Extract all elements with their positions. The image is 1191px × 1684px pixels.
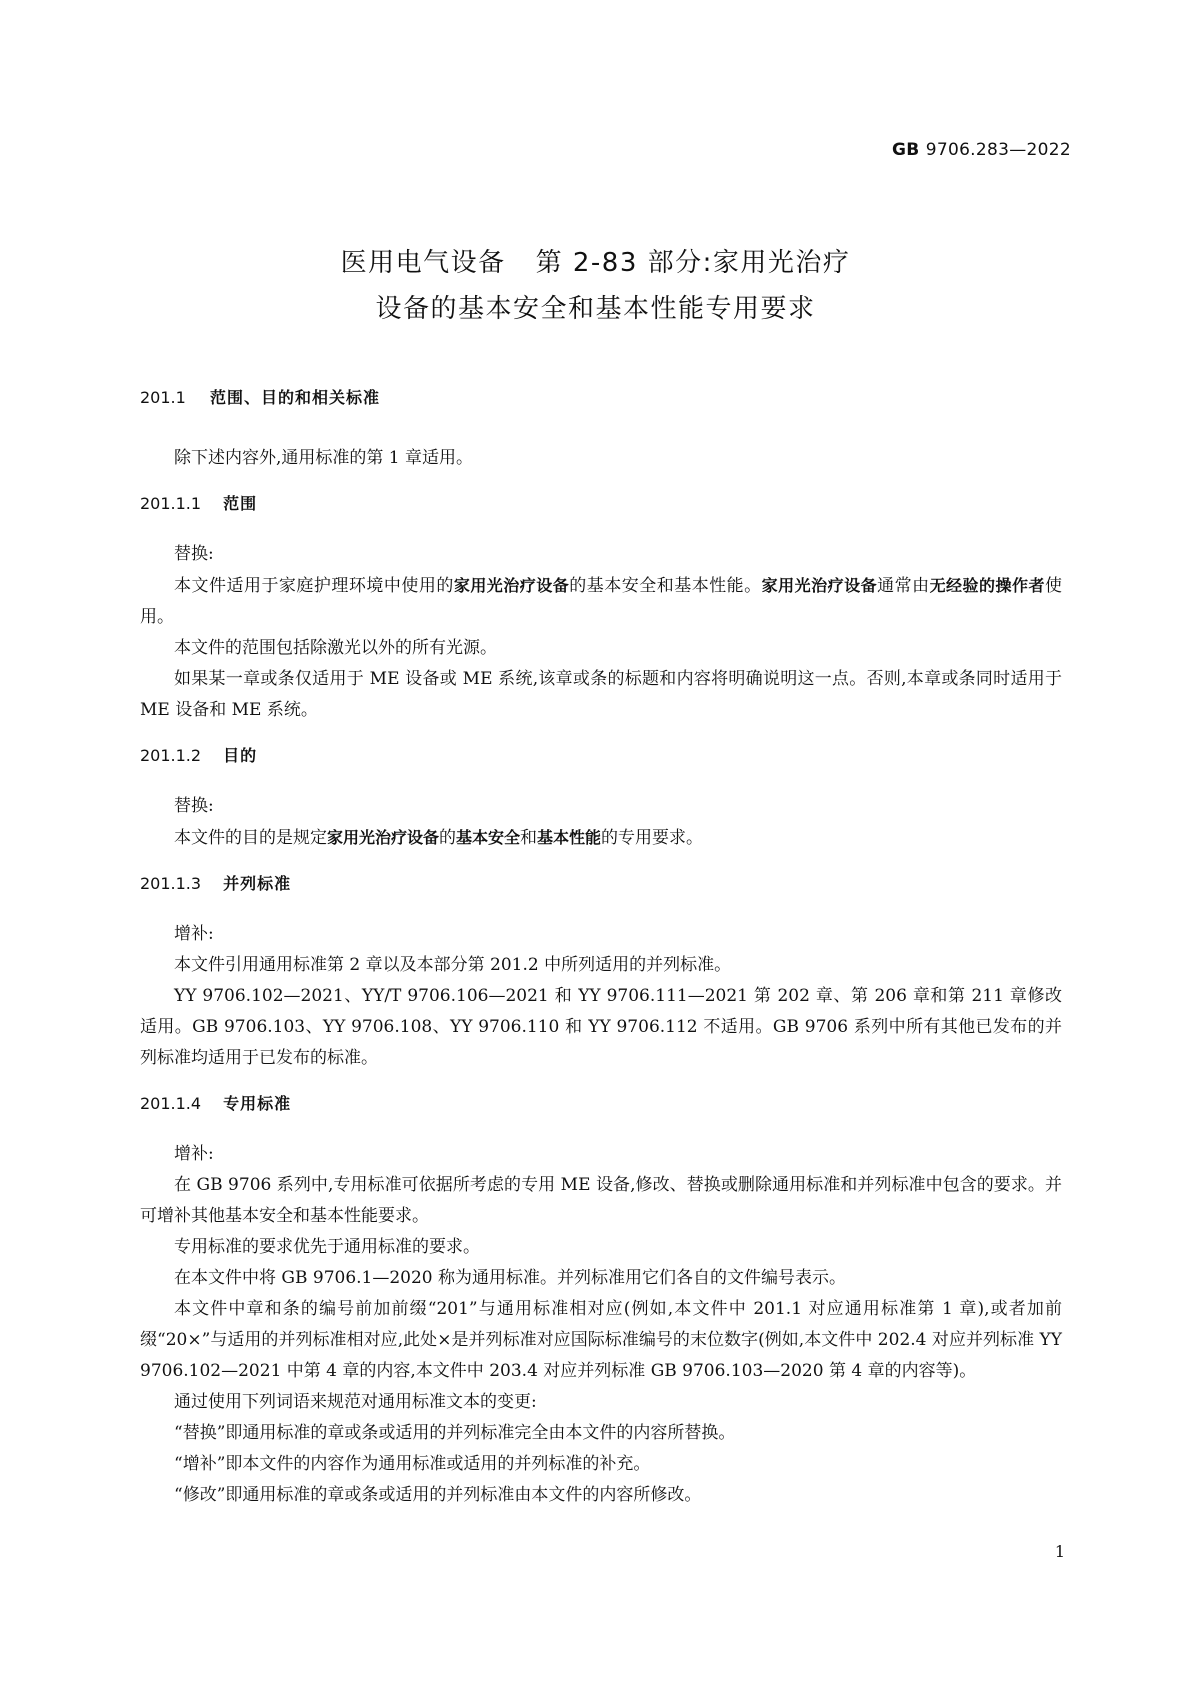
paragraph: “增补”即本文件的内容作为通用标准或适用的并列标准的补充。 [174,1454,651,1474]
term-home-light-therapy-equipment: 家用光治疗设备 [761,576,878,595]
section-heading-201-1-2 [140,740,1062,771]
text-run: 通常由 [877,576,930,596]
title-line-1-part-b: 第 2-83 部分:家用光治疗 [535,248,851,278]
section-number: 201.1.2 [140,746,202,765]
paragraph: 本文件的范围包括除激光以外的所有光源。 [174,638,497,658]
text-run: 本文件适用于家庭护理环境中使用的 [174,576,454,596]
page-number: 1 [1054,1542,1065,1561]
section-number: 201.1.3 [140,874,202,893]
section-title: 范围、目的和相关标准 [210,388,381,407]
section-heading-201-1-3 [140,868,1062,899]
document-title [0,240,1191,332]
term-essential-performance: 基本性能 [537,828,602,847]
section-number: 201.1.1 [140,494,202,513]
text-run: 本文件的目的是规定 [174,828,327,848]
paragraph: 在本文件中将 GB 9706.1—2020 称为通用标准。并列标准用它们各自的文件编号表示。 [174,1268,847,1288]
term-lay-operator: 无经验的操作者 [929,576,1045,595]
standard-number: 9706.283—2022 [925,140,1071,160]
section-heading-201-1 [140,382,1062,413]
term-basic-safety: 基本安全 [456,828,521,847]
paragraph-object [140,822,1062,854]
section-heading-201-1-1 [140,488,1062,519]
title-line-1 [0,240,1191,286]
standard-code [892,140,1071,160]
paragraph: 专用标准的要求优先于通用标准的要求。 [174,1237,480,1257]
paragraph: 本文件引用通用标准第 2 章以及本部分第 201.2 中所列适用的并列标准。 [174,955,732,975]
term-home-light-therapy-equipment: 家用光治疗设备 [327,828,440,847]
paragraph-addition-label: 增补: [174,1144,214,1164]
standard-prefix: GB [891,140,920,160]
document-body [140,382,1062,1511]
paragraph: “替换”即通用标准的章或条或适用的并列标准完全由本文件的内容所替换。 [174,1423,736,1443]
section-title: 并列标准 [223,874,292,893]
title-line-2: 设备的基本安全和基本性能专用要求 [375,294,816,324]
paragraph: 除下述内容外,通用标准的第 1 章适用。 [174,448,474,468]
text-run: 的 [439,828,457,848]
paragraph: 在 GB 9706 系列中,专用标准可依据所考虑的专用 ME 设备,修改、替换或删除通用标准和并列标准中包含的要求。并可增补其他基本安全和基本性能要求。 [140,1175,1062,1226]
paragraph: 本文件中章和条的编号前加前缀“201”与通用标准相对应(例如,本文件中 201.1 对应通用标准第 1 章),或者加前缀“20×”与适用的并列标准相对应,此处×是并列标准对应国际标准编号的末位数字(例如,本文件中 202.4 对应并列标准 YY 9706.102—2021 中第 4 章的内容,本文件中 203.4 对应并列标准 GB 9706.103—2020 第 4 章的内容等)。 [140,1299,1062,1381]
section-heading-201-1-4 [140,1088,1062,1119]
section-title: 目的 [223,746,258,765]
section-number: 201.1 [140,388,186,407]
paragraph: 通过使用下列词语来规范对通用标准文本的变更: [174,1392,537,1412]
paragraph-scope [140,570,1062,633]
paragraph: “修改”即通用标准的章或条或适用的并列标准由本文件的内容所修改。 [174,1485,702,1505]
paragraph-replace-label: 替换: [174,796,214,816]
paragraph-replace-label: 替换: [174,544,214,564]
text-run: 的专用要求。 [601,828,704,848]
text-run: 使用。 [140,576,1062,627]
text-run: 的基本安全和基本性能。 [569,576,762,596]
paragraph: 如果某一章或条仅适用于 ME 设备或 ME 系统,该章或条的标题和内容将明确说明这一点。否则,本章或条同时适用于 ME 设备和 ME 系统。 [140,669,1062,720]
section-number: 201.1.4 [140,1094,202,1113]
term-home-light-therapy-equipment: 家用光治疗设备 [453,576,570,595]
paragraph-addition-label: 增补: [174,924,214,944]
section-title: 专用标准 [223,1094,292,1113]
section-title: 范围 [223,494,258,513]
text-run: 和 [520,828,538,848]
paragraph: YY 9706.102—2021、YY/T 9706.106—2021 和 YY 9706.111—2021 第 202 章、第 206 章和第 211 章修改适用。GB 9706.103、YY 9706.108、YY 9706.110 和 YY 9706.112 不适用。GB 9706 系列中所有其他已发布的并列标准均适用于已发布的标准。 [140,986,1062,1068]
title-line-1-part-a: 医用电气设备 [340,248,506,278]
